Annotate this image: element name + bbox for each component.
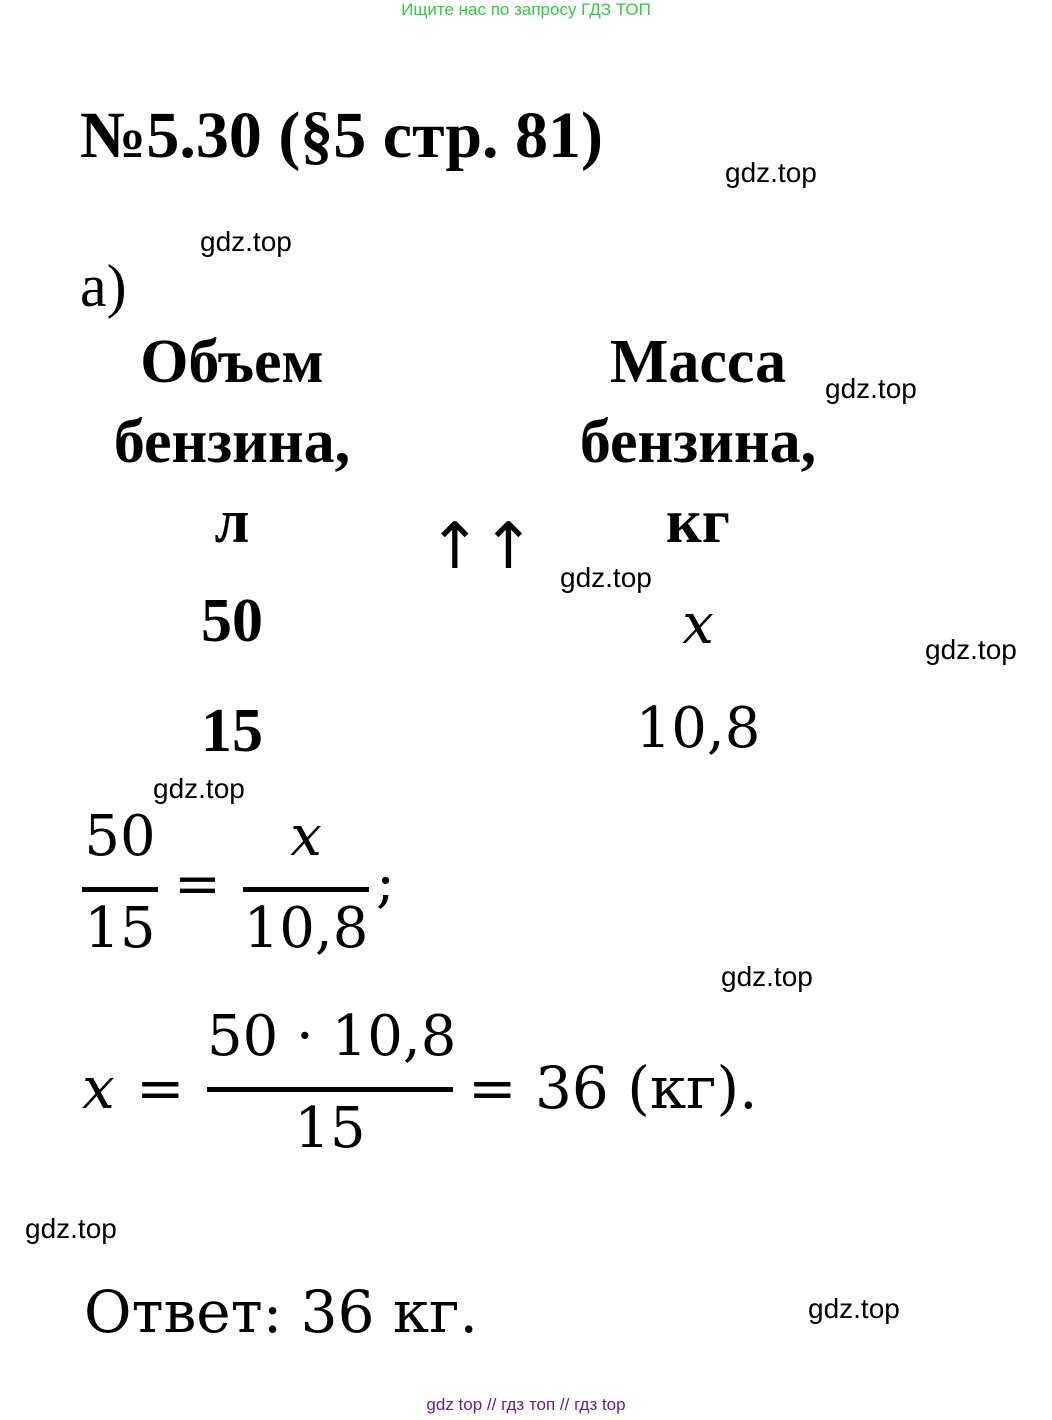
direct-proportion-arrows: ↑↑ [428,510,536,584]
row2-right-value: 10,8 [635,696,761,761]
row2-left-value: 15 [201,697,263,765]
top-banner: Ищите нас по запросу ГДЗ ТОП [401,0,651,19]
row1-left-value: 50 [201,587,263,655]
watermark: gdz.top [560,562,652,593]
task-title: №5.30 (§5 стр. 81) [80,99,604,172]
left-header-line-3: л [214,488,250,556]
solution-variable: x [82,1054,115,1122]
watermark: gdz.top [153,773,245,804]
part-label: а) [80,253,127,319]
proportion-left-fraction-bar [82,887,158,892]
right-column-header [548,322,848,562]
left-header-line-1: Объем [140,328,324,396]
watermark: gdz.top [925,634,1017,665]
proportion-left-numerator: 50 [84,804,156,869]
left-header-line-2: бензина, [113,408,351,476]
watermark: gdz.top [725,157,817,188]
proportion-right-denominator: 10,8 [243,896,369,961]
watermark: gdz.top [825,373,917,404]
left-column-header [82,322,382,562]
solution-result: = 36 (кг). [468,1054,758,1122]
solution-denominator: 15 [294,1096,366,1161]
footer-text: gdz top // гдз топ // гдз top [426,1395,626,1414]
row1-right-value: x [682,592,714,657]
watermark: gdz.top [721,961,813,992]
right-header-line-1: Масса [609,328,787,396]
proportion-semicolon: ; [376,850,395,915]
right-header-line-3: кг [666,488,730,556]
proportion-right-fraction-bar [243,887,369,892]
right-header-line-2: бензина, [579,408,817,476]
proportion-equals: = [174,852,221,917]
solution-numerator: 50 · 10,8 [207,1004,457,1069]
proportion-right-numerator: x [290,804,322,869]
watermark: gdz.top [25,1213,117,1244]
solution-equals: = [136,1054,185,1122]
proportion-left-denominator: 15 [84,896,156,961]
watermark: gdz.top [808,1293,900,1324]
solution-fraction-bar [207,1087,453,1092]
answer-text: Ответ: 36 кг. [84,1278,478,1346]
watermark: gdz.top [200,226,292,257]
